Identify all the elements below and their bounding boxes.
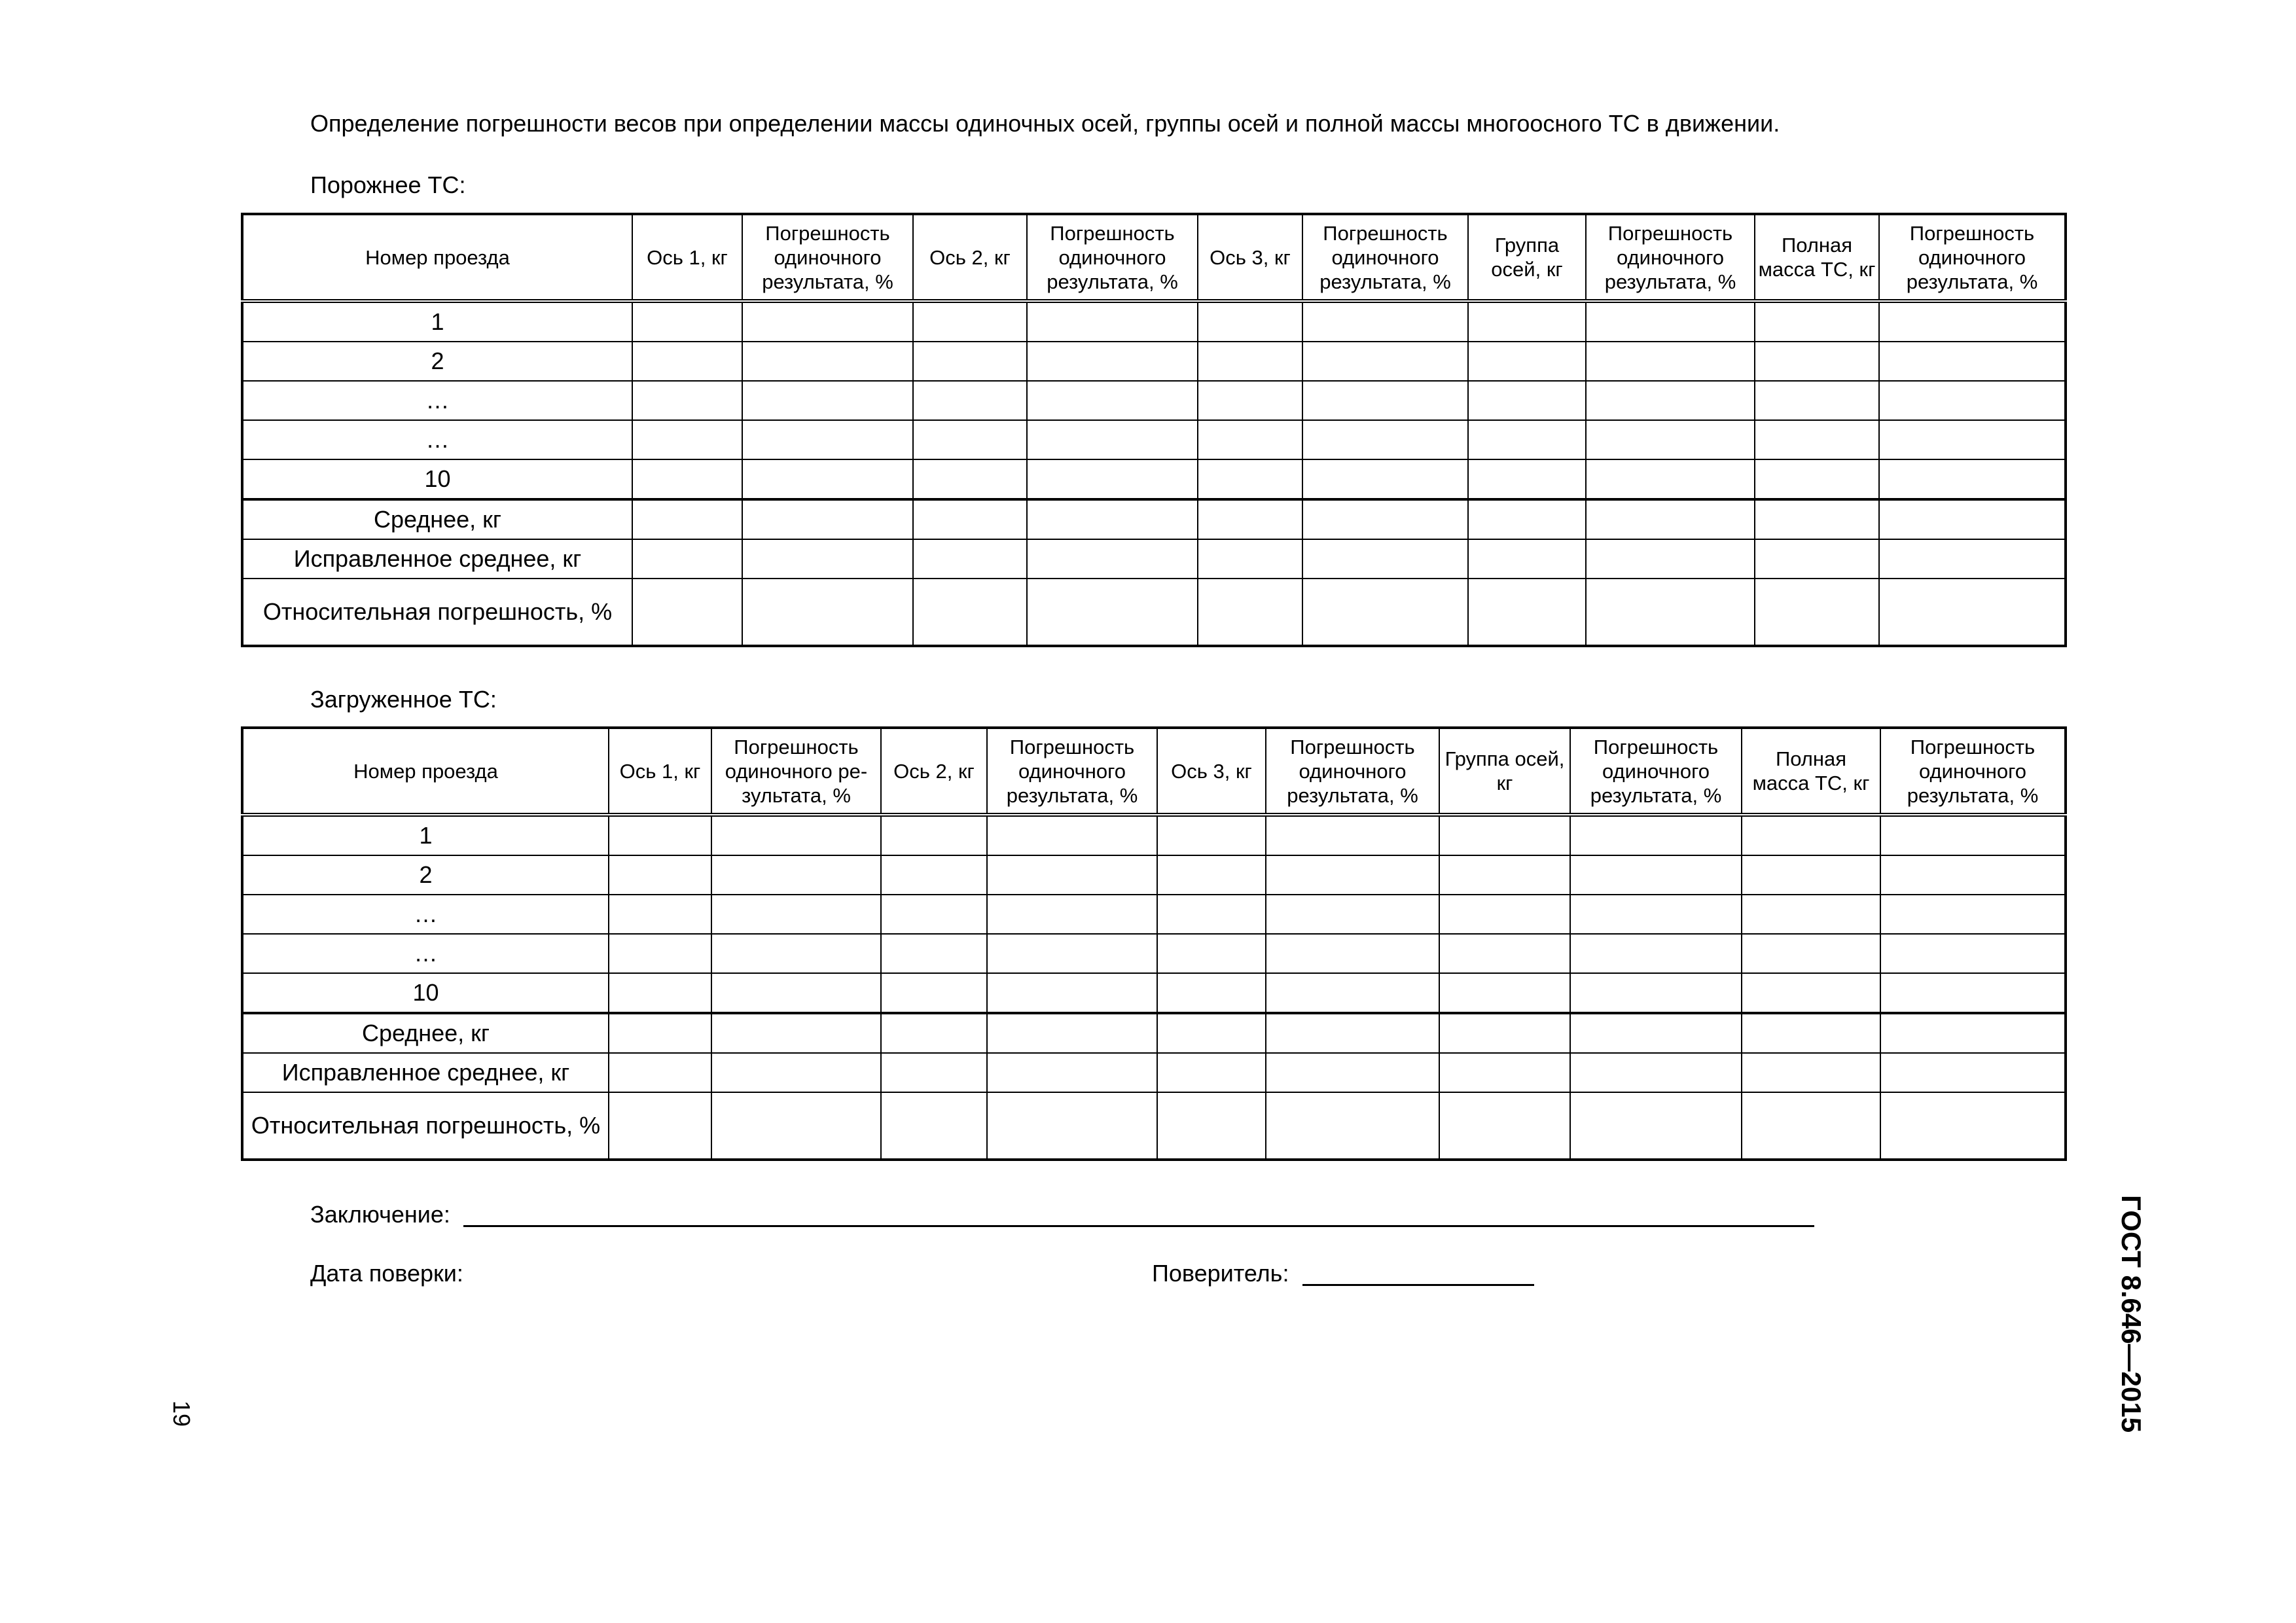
table-row (242, 1092, 2066, 1160)
empty-cell (1198, 381, 1302, 420)
table-loaded-vehicle (241, 726, 2067, 1161)
empty-cell (1742, 855, 1880, 895)
empty-cell (1755, 381, 1879, 420)
row-label: Среднее, кг (242, 499, 632, 539)
empty-cell (609, 934, 711, 973)
empty-cell (1742, 815, 1880, 855)
empty-cell (1439, 973, 1570, 1013)
empty-cell (711, 815, 881, 855)
empty-cell (987, 1013, 1157, 1053)
empty-cell (881, 934, 987, 973)
empty-cell (609, 1053, 711, 1092)
empty-cell (711, 973, 881, 1013)
intro-text: Определение погрешности весов при определении массы одиночных осей, группы осей и полной массы многоосного ТС в движении. (310, 110, 1780, 137)
table-row (242, 1053, 2066, 1092)
conclusion-underline (463, 1225, 1814, 1227)
empty-cell (1570, 1092, 1742, 1160)
row-label: 1 (242, 815, 609, 855)
empty-cell (1198, 579, 1302, 646)
empty-cell (1880, 1053, 2066, 1092)
empty-cell (1198, 499, 1302, 539)
empty-cell (609, 973, 711, 1013)
empty-cell (1570, 1013, 1742, 1053)
empty-cell (1157, 855, 1266, 895)
document-code: ГОСТ 8.646—2015 (2116, 1195, 2147, 1433)
table-row (242, 934, 2066, 973)
empty-cell (987, 1053, 1157, 1092)
empty-cell (1302, 381, 1468, 420)
empty-cell (1586, 539, 1755, 579)
empty-cell (632, 381, 742, 420)
header-cell: Погрешность одиночного результата, % (1266, 728, 1439, 815)
empty-cell (1742, 895, 1880, 934)
empty-cell (1439, 895, 1570, 934)
empty-cell (1198, 342, 1302, 381)
header-cell: Ось 2, кг (881, 728, 987, 815)
empty-cell (1198, 301, 1302, 342)
empty-cell (742, 420, 913, 459)
row-label: Относительная погрешность, % (242, 579, 632, 646)
empty-cell (1302, 342, 1468, 381)
empty-cell (1586, 420, 1755, 459)
header-cell: Погрешность одиночного ре-зультата, % (711, 728, 881, 815)
empty-cell (609, 1013, 711, 1053)
empty-cell (913, 579, 1027, 646)
empty-cell (1439, 1013, 1570, 1053)
table-row (242, 539, 2066, 579)
empty-cell (913, 420, 1027, 459)
empty-cell (742, 499, 913, 539)
header-cell: Группа осей, кг (1468, 214, 1586, 301)
header-cell: Ось 2, кг (913, 214, 1027, 301)
header-cell: Погрешность одиночного результата, % (1880, 728, 2066, 815)
empty-cell (1157, 1053, 1266, 1092)
empty-cell (1468, 420, 1586, 459)
empty-cell (1879, 579, 2066, 646)
empty-cell (1742, 1092, 1880, 1160)
empty-cell (1266, 934, 1439, 973)
empty-cell (1027, 301, 1198, 342)
header-cell: Группа осей, кг (1439, 728, 1570, 815)
empty-cell (742, 381, 913, 420)
empty-cell (1027, 499, 1198, 539)
empty-cell (913, 499, 1027, 539)
empty-cell (1302, 459, 1468, 499)
empty-cell (1439, 1053, 1570, 1092)
empty-cell (742, 301, 913, 342)
empty-cell (881, 1053, 987, 1092)
empty-cell (1468, 301, 1586, 342)
empty-cell (1198, 420, 1302, 459)
header-cell: Ось 1, кг (609, 728, 711, 815)
table-row (242, 381, 2066, 420)
header-cell: Погрешность одиночного результата, % (1570, 728, 1742, 815)
empty-cell (1198, 539, 1302, 579)
empty-cell (742, 459, 913, 499)
verifier-label: Поверитель: (1152, 1260, 1289, 1287)
empty-cell (632, 539, 742, 579)
empty-cell (1468, 579, 1586, 646)
empty-cell (1570, 895, 1742, 934)
empty-cell (1266, 895, 1439, 934)
row-label: … (242, 420, 632, 459)
row-label: 2 (242, 342, 632, 381)
empty-cell (1586, 381, 1755, 420)
empty-cell (1570, 973, 1742, 1013)
empty-cell (632, 459, 742, 499)
empty-cell (1266, 1013, 1439, 1053)
empty-cell (1468, 342, 1586, 381)
row-label: 2 (242, 855, 609, 895)
empty-cell (1742, 1013, 1880, 1053)
empty-cell (1266, 855, 1439, 895)
empty-cell (1266, 815, 1439, 855)
empty-cell (1879, 499, 2066, 539)
empty-cell (1027, 381, 1198, 420)
empty-cell (1027, 579, 1198, 646)
table-header-row (242, 728, 2066, 815)
empty-cell (609, 815, 711, 855)
empty-cell (1742, 973, 1880, 1013)
empty-cell (1027, 420, 1198, 459)
empty-cell (742, 579, 913, 646)
empty-cell (1468, 381, 1586, 420)
empty-cell (1570, 855, 1742, 895)
row-label: Исправленное среднее, кг (242, 539, 632, 579)
empty-cell (1439, 1092, 1570, 1160)
empty-cell (1879, 301, 2066, 342)
empty-cell (913, 342, 1027, 381)
empty-cell (1157, 815, 1266, 855)
empty-cell (1586, 499, 1755, 539)
empty-cell (1027, 342, 1198, 381)
empty-cell (1880, 895, 2066, 934)
empty-cell (1570, 934, 1742, 973)
empty-cell (1880, 855, 2066, 895)
empty-cell (1755, 420, 1879, 459)
header-cell: Погрешность одиночного результата, % (742, 214, 913, 301)
empty-cell (913, 301, 1027, 342)
empty-cell (1755, 579, 1879, 646)
empty-cell (1879, 381, 2066, 420)
table-row (242, 342, 2066, 381)
empty-cell (711, 855, 881, 895)
row-label: … (242, 895, 609, 934)
empty-cell (1157, 895, 1266, 934)
table-row (242, 815, 2066, 855)
empty-cell (1879, 420, 2066, 459)
empty-cell (1157, 1013, 1266, 1053)
empty-cell (1742, 934, 1880, 973)
header-cell: Ось 3, кг (1157, 728, 1266, 815)
empty-cell (711, 1092, 881, 1160)
row-label: 10 (242, 459, 632, 499)
conclusion-label: Заключение: (310, 1201, 450, 1228)
empty-cell (1880, 934, 2066, 973)
header-cell: Ось 1, кг (632, 214, 742, 301)
row-label: … (242, 934, 609, 973)
empty-cell (987, 895, 1157, 934)
header-cell: Ось 3, кг (1198, 214, 1302, 301)
empty-cell (1879, 539, 2066, 579)
empty-cell (1027, 459, 1198, 499)
empty-cell (742, 539, 913, 579)
verifier-underline (1302, 1284, 1534, 1286)
empty-cell (1439, 815, 1570, 855)
header-cell: Погрешность одиночного результата, % (1302, 214, 1468, 301)
row-label: 1 (242, 301, 632, 342)
empty-cell (609, 855, 711, 895)
empty-cell (1302, 579, 1468, 646)
header-cell: Погрешность одиночного результата, % (1027, 214, 1198, 301)
empty-cell (1880, 1092, 2066, 1160)
empty-cell (742, 342, 913, 381)
empty-cell (632, 301, 742, 342)
empty-cell (711, 1013, 881, 1053)
empty-cell (632, 342, 742, 381)
empty-cell (987, 855, 1157, 895)
empty-cell (1879, 342, 2066, 381)
empty-cell (1468, 499, 1586, 539)
empty-cell (1157, 973, 1266, 1013)
empty-cell (1755, 301, 1879, 342)
header-cell: Погрешность одиночного результата, % (1879, 214, 2066, 301)
empty-cell (1586, 342, 1755, 381)
empty-cell (632, 579, 742, 646)
page-number: 19 (168, 1400, 195, 1427)
empty-cell (987, 815, 1157, 855)
empty-cell (1570, 815, 1742, 855)
empty-cell (609, 895, 711, 934)
empty-cell (1439, 855, 1570, 895)
header-cell: Номер проезда (242, 214, 632, 301)
table-row (242, 420, 2066, 459)
empty-cell (1586, 301, 1755, 342)
table-row (242, 973, 2066, 1013)
empty-cell (1439, 934, 1570, 973)
empty-cell (1266, 1092, 1439, 1160)
empty-cell (1880, 815, 2066, 855)
empty-cell (711, 895, 881, 934)
header-cell: Полная масса ТС, кг (1742, 728, 1880, 815)
empty-cell (609, 1092, 711, 1160)
empty-cell (881, 815, 987, 855)
row-label: 10 (242, 973, 609, 1013)
empty-cell (1879, 459, 2066, 499)
empty-cell (913, 459, 1027, 499)
table-row (242, 459, 2066, 499)
row-label: … (242, 381, 632, 420)
table-row (242, 855, 2066, 895)
table-header-row (242, 214, 2066, 301)
empty-cell (1266, 973, 1439, 1013)
row-label: Относительная погрешность, % (242, 1092, 609, 1160)
empty-cell (1586, 459, 1755, 499)
row-label: Исправленное среднее, кг (242, 1053, 609, 1092)
empty-cell (881, 973, 987, 1013)
table-row (242, 579, 2066, 646)
row-label: Среднее, кг (242, 1013, 609, 1053)
empty-cell (632, 499, 742, 539)
empty-cell (1302, 499, 1468, 539)
empty-cell (881, 1013, 987, 1053)
table-row (242, 499, 2066, 539)
empty-cell (1027, 539, 1198, 579)
empty-cell (913, 381, 1027, 420)
empty-cell (1266, 1053, 1439, 1092)
empty-cell (987, 973, 1157, 1013)
header-cell: Погрешность одиночного результата, % (987, 728, 1157, 815)
empty-cell (987, 1092, 1157, 1160)
empty-cell (1468, 459, 1586, 499)
empty-cell (1157, 934, 1266, 973)
header-cell: Номер проезда (242, 728, 609, 815)
empty-cell (881, 1092, 987, 1160)
table-row (242, 895, 2066, 934)
section-label-empty-vehicle: Порожнее ТС: (310, 171, 466, 198)
section-label-loaded-vehicle: Загруженное ТС: (310, 686, 497, 713)
empty-cell (1157, 1092, 1266, 1160)
empty-cell (711, 1053, 881, 1092)
empty-cell (1755, 499, 1879, 539)
table-row (242, 301, 2066, 342)
empty-cell (1880, 973, 2066, 1013)
empty-cell (913, 539, 1027, 579)
empty-cell (1586, 579, 1755, 646)
empty-cell (1198, 459, 1302, 499)
empty-cell (881, 855, 987, 895)
empty-cell (987, 934, 1157, 973)
header-cell: Погрешность одиночного результата, % (1586, 214, 1755, 301)
empty-cell (1755, 539, 1879, 579)
empty-cell (1302, 539, 1468, 579)
table-row (242, 1013, 2066, 1053)
empty-cell (1468, 539, 1586, 579)
empty-cell (1880, 1013, 2066, 1053)
empty-cell (1570, 1053, 1742, 1092)
empty-cell (1302, 301, 1468, 342)
empty-cell (881, 895, 987, 934)
empty-cell (1302, 420, 1468, 459)
empty-cell (1755, 342, 1879, 381)
empty-cell (1755, 459, 1879, 499)
empty-cell (632, 420, 742, 459)
table-empty-vehicle (241, 213, 2067, 647)
empty-cell (1742, 1053, 1880, 1092)
empty-cell (711, 934, 881, 973)
verification-date-label: Дата поверки: (310, 1260, 463, 1287)
header-cell: Полная масса ТС, кг (1755, 214, 1879, 301)
